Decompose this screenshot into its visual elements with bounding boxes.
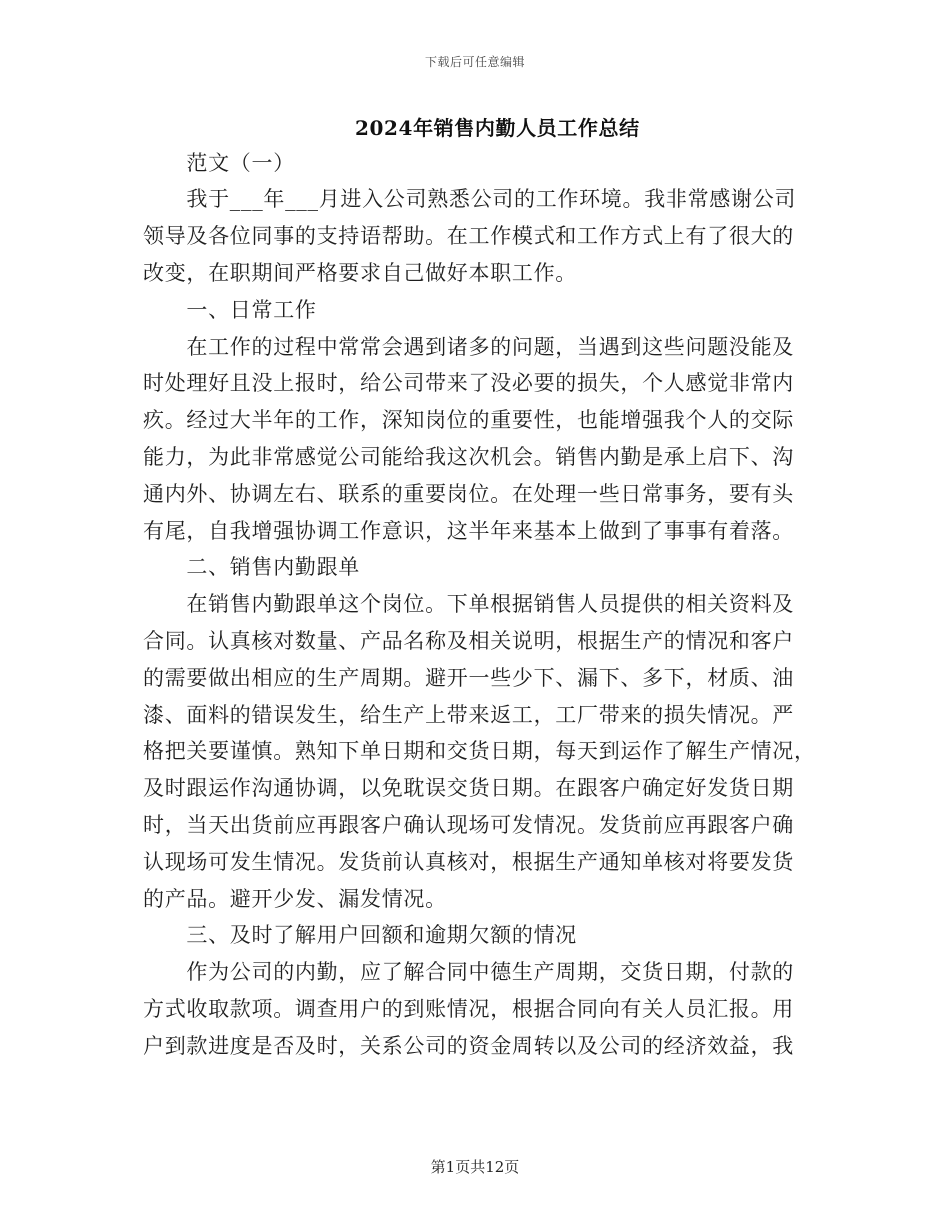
paragraph xyxy=(143,181,823,291)
document-body xyxy=(143,145,823,1065)
text-line: 时处理好且没上报时，给公司带来了没必要的损失，个人感觉非常内 xyxy=(143,371,794,396)
paragraph xyxy=(143,954,823,1064)
text-line: 领导及各位同事的支持语帮助。在工作模式和工作方式上有了很大的 xyxy=(143,224,794,249)
text-line: 时，当天出货前应再跟客户确认现场可发情况。发货前应再跟客户确 xyxy=(143,812,794,837)
text-line: 户到款进度是否及时，关系公司的资金周转以及公司的经济效益，我 xyxy=(143,1033,794,1058)
text-line: 范文（一） xyxy=(186,150,295,175)
text-line: 合同。认真核对数量、产品名称及相关说明，根据生产的情况和客户 xyxy=(143,628,794,653)
text-line: 改变，在职期间严格要求自己做好本职工作。 xyxy=(143,260,577,285)
text-line: 的需要做出相应的生产周期。避开一些少下、漏下、多下，材质、油 xyxy=(143,665,794,690)
text-line: 有尾，自我增强协调工作意识，这半年来基本上做到了事事有着落。 xyxy=(143,518,794,543)
text-line: 二、销售内勤跟单 xyxy=(186,555,360,580)
text-line: 方式收取款项。调查用户的到账情况，根据合同向有关人员汇报。用 xyxy=(143,996,794,1021)
text-line: 三、及时了解用户回额和逾期欠额的情况 xyxy=(186,923,577,948)
text-line: 认现场可发生情况。发货前认真核对，根据生产通知单核对将要发货 xyxy=(143,849,794,874)
text-line: 疚。经过大半年的工作，深知岗位的重要性，也能增强我个人的交际 xyxy=(143,408,794,433)
text-line: 格把关要谨慎。熟知下单日期和交货日期，每天到运作了解生产情况， xyxy=(143,739,816,764)
text-line: 漆、面料的错误发生，给生产上带来返工，工厂带来的损失情况。严 xyxy=(143,702,794,727)
header-note: 下载后可任意编辑 xyxy=(424,55,525,69)
section-heading xyxy=(143,917,823,954)
text-line: 我于___年___月进入公司熟悉公司的工作环境。我非常感谢公司 xyxy=(186,187,797,212)
text-line: 及时跟运作沟通协调，以免耽误交货日期。在跟客户确定好发货日期 xyxy=(143,776,794,801)
text-line: 一、日常工作 xyxy=(186,297,317,322)
text-line: 在销售内勤跟单这个岗位。下单根据销售人员提供的相关资料及 xyxy=(186,592,794,617)
paragraph xyxy=(143,329,823,550)
text-line: 在工作的过程中常常会遇到诸多的问题，当遇到这些问题没能及 xyxy=(186,334,794,359)
text-line: 的产品。避开少发、漏发情况。 xyxy=(143,886,447,911)
section-heading xyxy=(143,145,823,182)
document-title: 2024年销售内勤人员工作总结 xyxy=(355,116,640,140)
text-line: 作为公司的内勤，应了解合同中德生产周期，交货日期，付款的 xyxy=(186,960,794,985)
section-heading xyxy=(143,292,823,329)
paragraph xyxy=(143,586,823,917)
page-number-footer: 第1页共12页 xyxy=(430,1158,520,1176)
text-line: 通内外、协调左右、联系的重要岗位。在处理一些日常事务，要有头 xyxy=(143,481,794,506)
section-heading xyxy=(143,549,823,586)
text-line: 能力，为此非常感觉公司能给我这次机会。销售内勤是承上启下、沟 xyxy=(143,444,794,469)
